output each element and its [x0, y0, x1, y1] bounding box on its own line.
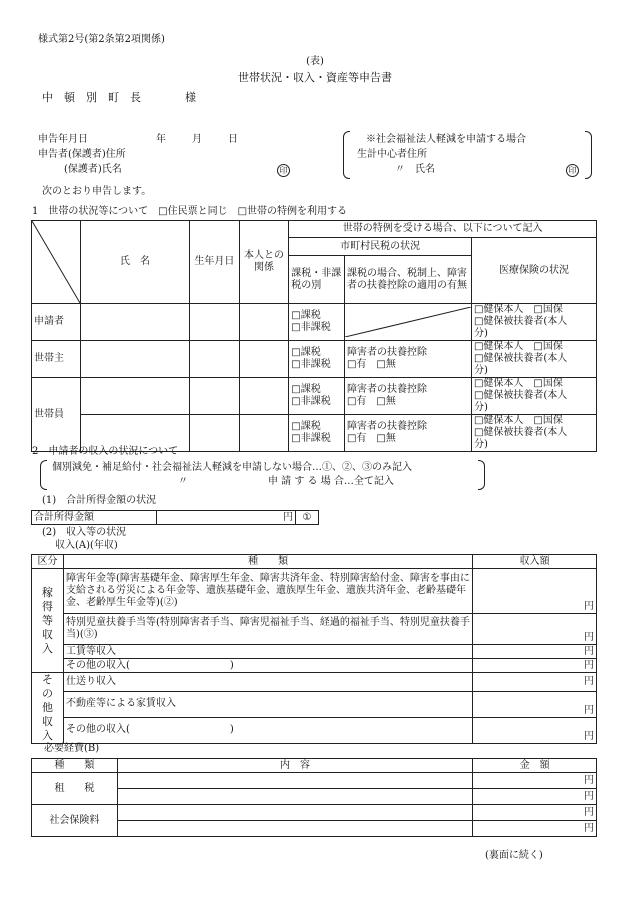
birthdate-field[interactable]: [190, 341, 240, 378]
insurance-checkboxes[interactable]: □健保本人 □国保 □健保被扶養者(本人 分): [471, 415, 596, 452]
birthdate-field[interactable]: [190, 415, 240, 452]
left-bracket: [343, 131, 350, 179]
expense-content-field[interactable]: [117, 821, 472, 837]
expense-amount-field[interactable]: 円: [473, 821, 597, 837]
income-amount-field[interactable]: 円: [473, 717, 597, 743]
income-kind: 不動産等による家賃収入: [63, 691, 472, 717]
expense-amount-field[interactable]: 円: [473, 773, 597, 789]
birthdate-header: 生年月日: [190, 221, 240, 304]
day-label: 日: [228, 134, 238, 145]
form-number: 様式第2号(第2条第2項関係): [38, 34, 165, 45]
earned-income-label: 稼得等収入: [32, 569, 64, 673]
amount-header: 収入額: [473, 555, 597, 569]
diagonal-cell: [32, 221, 81, 304]
section1-heading: 1 世帯の状況等について □住民票と同じ □世帯の特例を利用する: [32, 206, 348, 217]
section2-heading: 2 申請者の収入の状況について: [32, 446, 179, 457]
insurance-checkboxes[interactable]: □健保本人 □国保 □健保被扶養者(本人 分): [471, 378, 596, 415]
other-income-label: その他収入: [32, 673, 64, 744]
income-note-2: 申 請 す る 場 合…全て記入: [268, 476, 394, 487]
insurance-checkboxes[interactable]: □健保本人 □国保 □健保被扶養者(本人 分): [471, 341, 596, 378]
deduction-header: 課税の場合、税制上、障害者の扶養控除の適用の有無: [344, 256, 471, 304]
income-table: [31, 554, 597, 744]
yen-unit: 円: [283, 511, 293, 523]
diagonal-line: [345, 307, 471, 337]
income-amount-field[interactable]: 円: [473, 614, 597, 645]
continued-note: (裏面に続く): [485, 850, 543, 861]
expense-kind: 租 税: [32, 773, 118, 805]
expense-kind: 社会保険料: [32, 805, 118, 837]
category-header: 区分: [32, 555, 64, 569]
taxable-checkboxes[interactable]: □課税 □非課税: [289, 304, 345, 341]
row-label: 申請者: [32, 304, 81, 341]
income-kind: 障害年金等(障害基礎年金、障害厚生年金、障害共済年金、特別障害給付金、障害を事由に支給される労災による年金等、遺族基礎年金、遺族厚生年金、遺族共済年金、老齢基礎年金、老齢厚生年金等)(②): [63, 569, 472, 614]
left-bracket: [40, 460, 47, 490]
household-table: [31, 220, 597, 452]
insurance-header: 医療保険の状況: [471, 238, 596, 304]
expense-content-field[interactable]: [117, 789, 472, 805]
birthdate-field[interactable]: [190, 378, 240, 415]
total-income-table: [31, 510, 319, 525]
relation-field[interactable]: [239, 304, 289, 341]
ditto-mark: 〃: [178, 476, 188, 487]
subsection-2: (2) 収入等の状況: [42, 527, 127, 538]
income-note-1: 個別減免・補足給付・社会福祉法人軽減を申請しない場合…①、②、③のみ記入: [52, 462, 412, 473]
row-label: 世帯主: [32, 341, 81, 378]
name-field[interactable]: [81, 378, 190, 415]
month-label: 月: [192, 134, 202, 145]
household-head-address: 生計中心者住所: [357, 149, 427, 160]
income-amount-field[interactable]: 円: [473, 673, 597, 692]
taxable-checkboxes[interactable]: □課税 □非課税: [289, 378, 345, 415]
income-kind: その他の収入( ): [63, 717, 472, 743]
income-title: 収入(A)(年収): [55, 540, 118, 551]
name-header: 氏 名: [81, 221, 190, 304]
declaration-date-label: 申告年月日: [38, 134, 88, 145]
welfare-note: ※社会福祉法人軽減を申請する場合: [366, 134, 526, 145]
expense-title: 必要経費(B): [44, 743, 100, 754]
relation-field[interactable]: [239, 341, 289, 378]
deduction-checkboxes[interactable]: 障害者の扶養控除 □有 □無: [344, 341, 471, 378]
name-field[interactable]: [81, 341, 190, 378]
expense-kind-header: 種 類: [32, 759, 118, 773]
diagonal-line: [32, 221, 80, 303]
income-amount-field[interactable]: 円: [473, 645, 597, 659]
income-amount-field[interactable]: 円: [473, 569, 597, 614]
seal-mark: 印: [566, 164, 579, 177]
income-amount-field[interactable]: 円: [473, 691, 597, 717]
income-kind: その他の収入( ): [63, 659, 472, 673]
marker-1: ①: [296, 511, 319, 525]
total-income-field[interactable]: [157, 511, 296, 525]
page-title: 世帯状況・収入・資産等申告書: [238, 71, 392, 84]
income-kind: 仕送り収入: [63, 673, 472, 692]
expense-amount-header: 金 額: [473, 759, 597, 773]
municipal-tax-header: 市町村民税の状況: [289, 238, 472, 256]
income-kind: 特別児童扶養手当等(特別障害者手当、障害児福祉手当、経過的福祉手当、特別児童扶養手当)(③): [63, 614, 472, 645]
expense-amount-field[interactable]: 円: [473, 805, 597, 821]
kind-header: 種 類: [63, 555, 472, 569]
right-bracket: [585, 131, 592, 179]
birthdate-field[interactable]: [190, 304, 240, 341]
row-label: 世帯員: [32, 378, 81, 452]
name-field[interactable]: [81, 304, 190, 341]
insurance-checkboxes[interactable]: □健保本人 □国保 □健保被扶養者(本人 分): [471, 304, 596, 341]
expense-content-header: 内 容: [117, 759, 472, 773]
taxable-header: 課税・非課税の別: [289, 256, 345, 304]
applicant-address-label: 申告者(保護者)住所: [38, 149, 126, 160]
year-label: 年: [156, 134, 166, 145]
relation-field[interactable]: [239, 378, 289, 415]
intro-text: 次のとおり申告します。: [42, 186, 152, 197]
taxable-checkboxes[interactable]: □課税 □非課税: [289, 341, 345, 378]
deduction-checkboxes[interactable]: 障害者の扶養控除 □有 □無: [344, 378, 471, 415]
taxable-checkboxes[interactable]: □課税 □非課税: [289, 415, 345, 452]
relation-header: 本人との関係: [239, 221, 289, 304]
expense-table: [31, 758, 597, 837]
income-amount-field[interactable]: 円: [473, 659, 597, 673]
household-head-name: 〃 氏名: [395, 164, 435, 175]
addressee: 中 頓 別 町 長 様: [42, 91, 196, 104]
income-kind: 工賃等収入: [63, 645, 472, 659]
deduction-checkboxes[interactable]: 障害者の扶養控除 □有 □無: [344, 415, 471, 452]
right-bracket: [478, 460, 485, 490]
subsection-1: (1) 合計所得金額の状況: [42, 495, 157, 506]
expense-content-field[interactable]: [117, 805, 472, 821]
relation-field[interactable]: [239, 415, 289, 452]
expense-content-field[interactable]: [117, 773, 472, 789]
applicant-name-label: (保護者)氏名: [64, 164, 122, 175]
total-income-label: 合計所得金額: [32, 511, 157, 525]
front-side-label: (表): [306, 56, 324, 67]
special-case-header: 世帯の特例を受ける場合、以下について記入: [289, 221, 597, 238]
expense-amount-field[interactable]: 円: [473, 789, 597, 805]
deduction-na: [344, 304, 471, 341]
seal-mark: 印: [277, 164, 290, 177]
